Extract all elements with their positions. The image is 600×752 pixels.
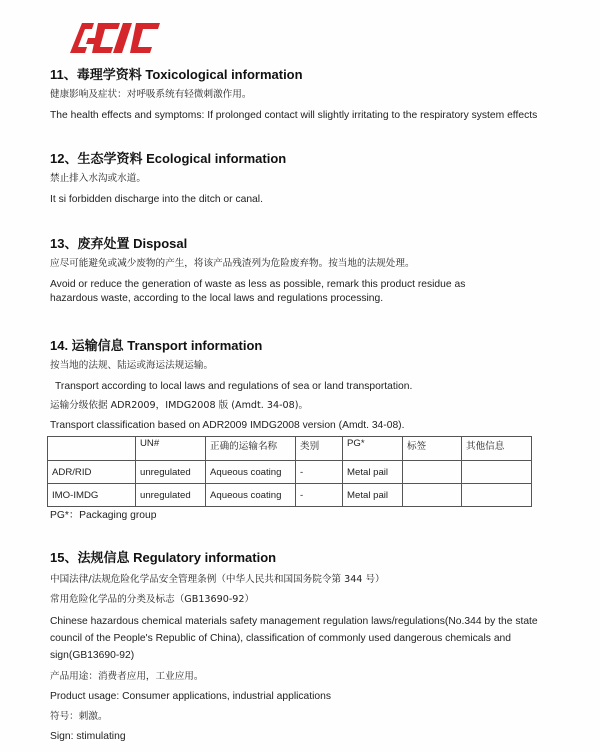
transport-table — [47, 436, 532, 507]
section-15-heading: 15、法规信息 Regulatory information — [50, 550, 277, 565]
table-cell: Aqueous coating — [206, 484, 296, 507]
table-cell: unregulated — [136, 484, 206, 507]
table-header — [48, 437, 136, 461]
section-13-cn: 应尽可能避免或减少废物的产生，将该产品残渣列为危险废弃物。按当地的法规处理。 — [50, 258, 415, 269]
section-12-en: It si forbidden discharge into the ditch or canal. — [50, 194, 263, 205]
table-header: PG* — [343, 437, 403, 461]
table-row — [48, 484, 532, 507]
section-14-cn2: 运输分级依据 ADR2009，IMDG2008 版 (Amdt. 34-08)。 — [50, 400, 309, 411]
table-cell: unregulated — [136, 461, 206, 484]
section-15-en3: Sign: stimulating — [50, 731, 126, 742]
table-header: 标签 — [403, 437, 462, 461]
section-15-en2: Product usage: Consumer applications, industrial applications — [50, 691, 332, 702]
table-cell: Metal pail — [343, 461, 403, 484]
table-row — [48, 461, 532, 484]
table-header: UN# — [136, 437, 206, 461]
table-cell — [462, 461, 532, 484]
table-header: 其他信息 — [462, 437, 532, 461]
table-cell: - — [296, 461, 343, 484]
acic-logo — [68, 20, 164, 54]
section-12-cn: 禁止排入水沟或水道。 — [50, 173, 146, 184]
section-13-heading: 13、废弃处置 Disposal — [50, 236, 188, 251]
table-cell: Metal pail — [343, 484, 403, 507]
table-cell: IMO-IMDG — [48, 484, 136, 507]
section-15-cn4: 符号：刺激。 — [50, 711, 108, 722]
table-header: 正确的运输名称 — [206, 437, 296, 461]
section-14-en2: Transport classification based on ADR2009 IMDG2008 version (Amdt. 34-08). — [50, 420, 405, 431]
section-11-en: The health effects and symptoms: If prolonged contact will slightly irritating to the respiratory system effects — [50, 110, 538, 121]
section-15-cn1: 中国法律/法规危险化学品安全管理条例（中华人民共和国国务院令第 344 号） — [50, 574, 385, 585]
section-11-cn: 健康影响及症状：对呼吸系统有轻微刺激作用。 — [50, 89, 252, 100]
section-11-heading: 11、毒理学资料 Toxicological information — [50, 67, 303, 82]
table-cell: ADR/RID — [48, 461, 136, 484]
table-header: 类别 — [296, 437, 343, 461]
section-15-en1: Chinese hazardous chemical materials safety management regulation laws/regulations(No.344 by the state council of the People's Republic of China), classification of commonly used dangerous chemicals and sign(GB13690-92) — [50, 616, 538, 661]
table-cell: Aqueous coating — [206, 461, 296, 484]
section-14-note: PG*：Packaging group — [50, 510, 157, 521]
section-14-heading: 14. 运输信息 Transport information — [50, 338, 263, 353]
section-15-cn3: 产品用途：消费者应用，工业应用。 — [50, 671, 204, 682]
table-cell: - — [296, 484, 343, 507]
section-14-en1: Transport according to local laws and regulations of sea or land transportation. — [55, 381, 413, 392]
section-13-en: Avoid or reduce the generation of waste as less as possible, remark this product residue as hazardous waste, according to the local laws and regulations processing. — [50, 279, 466, 304]
table-cell — [403, 461, 462, 484]
table-cell — [403, 484, 462, 507]
section-12-heading: 12、生态学资料 Ecological information — [50, 151, 287, 166]
table-header-row — [48, 437, 532, 461]
table-cell — [462, 484, 532, 507]
section-14-cn1: 按当地的法规、陆运或海运法规运输。 — [50, 360, 214, 371]
section-15-cn2: 常用危险化学品的分类及标志（GB13690-92） — [50, 594, 255, 605]
